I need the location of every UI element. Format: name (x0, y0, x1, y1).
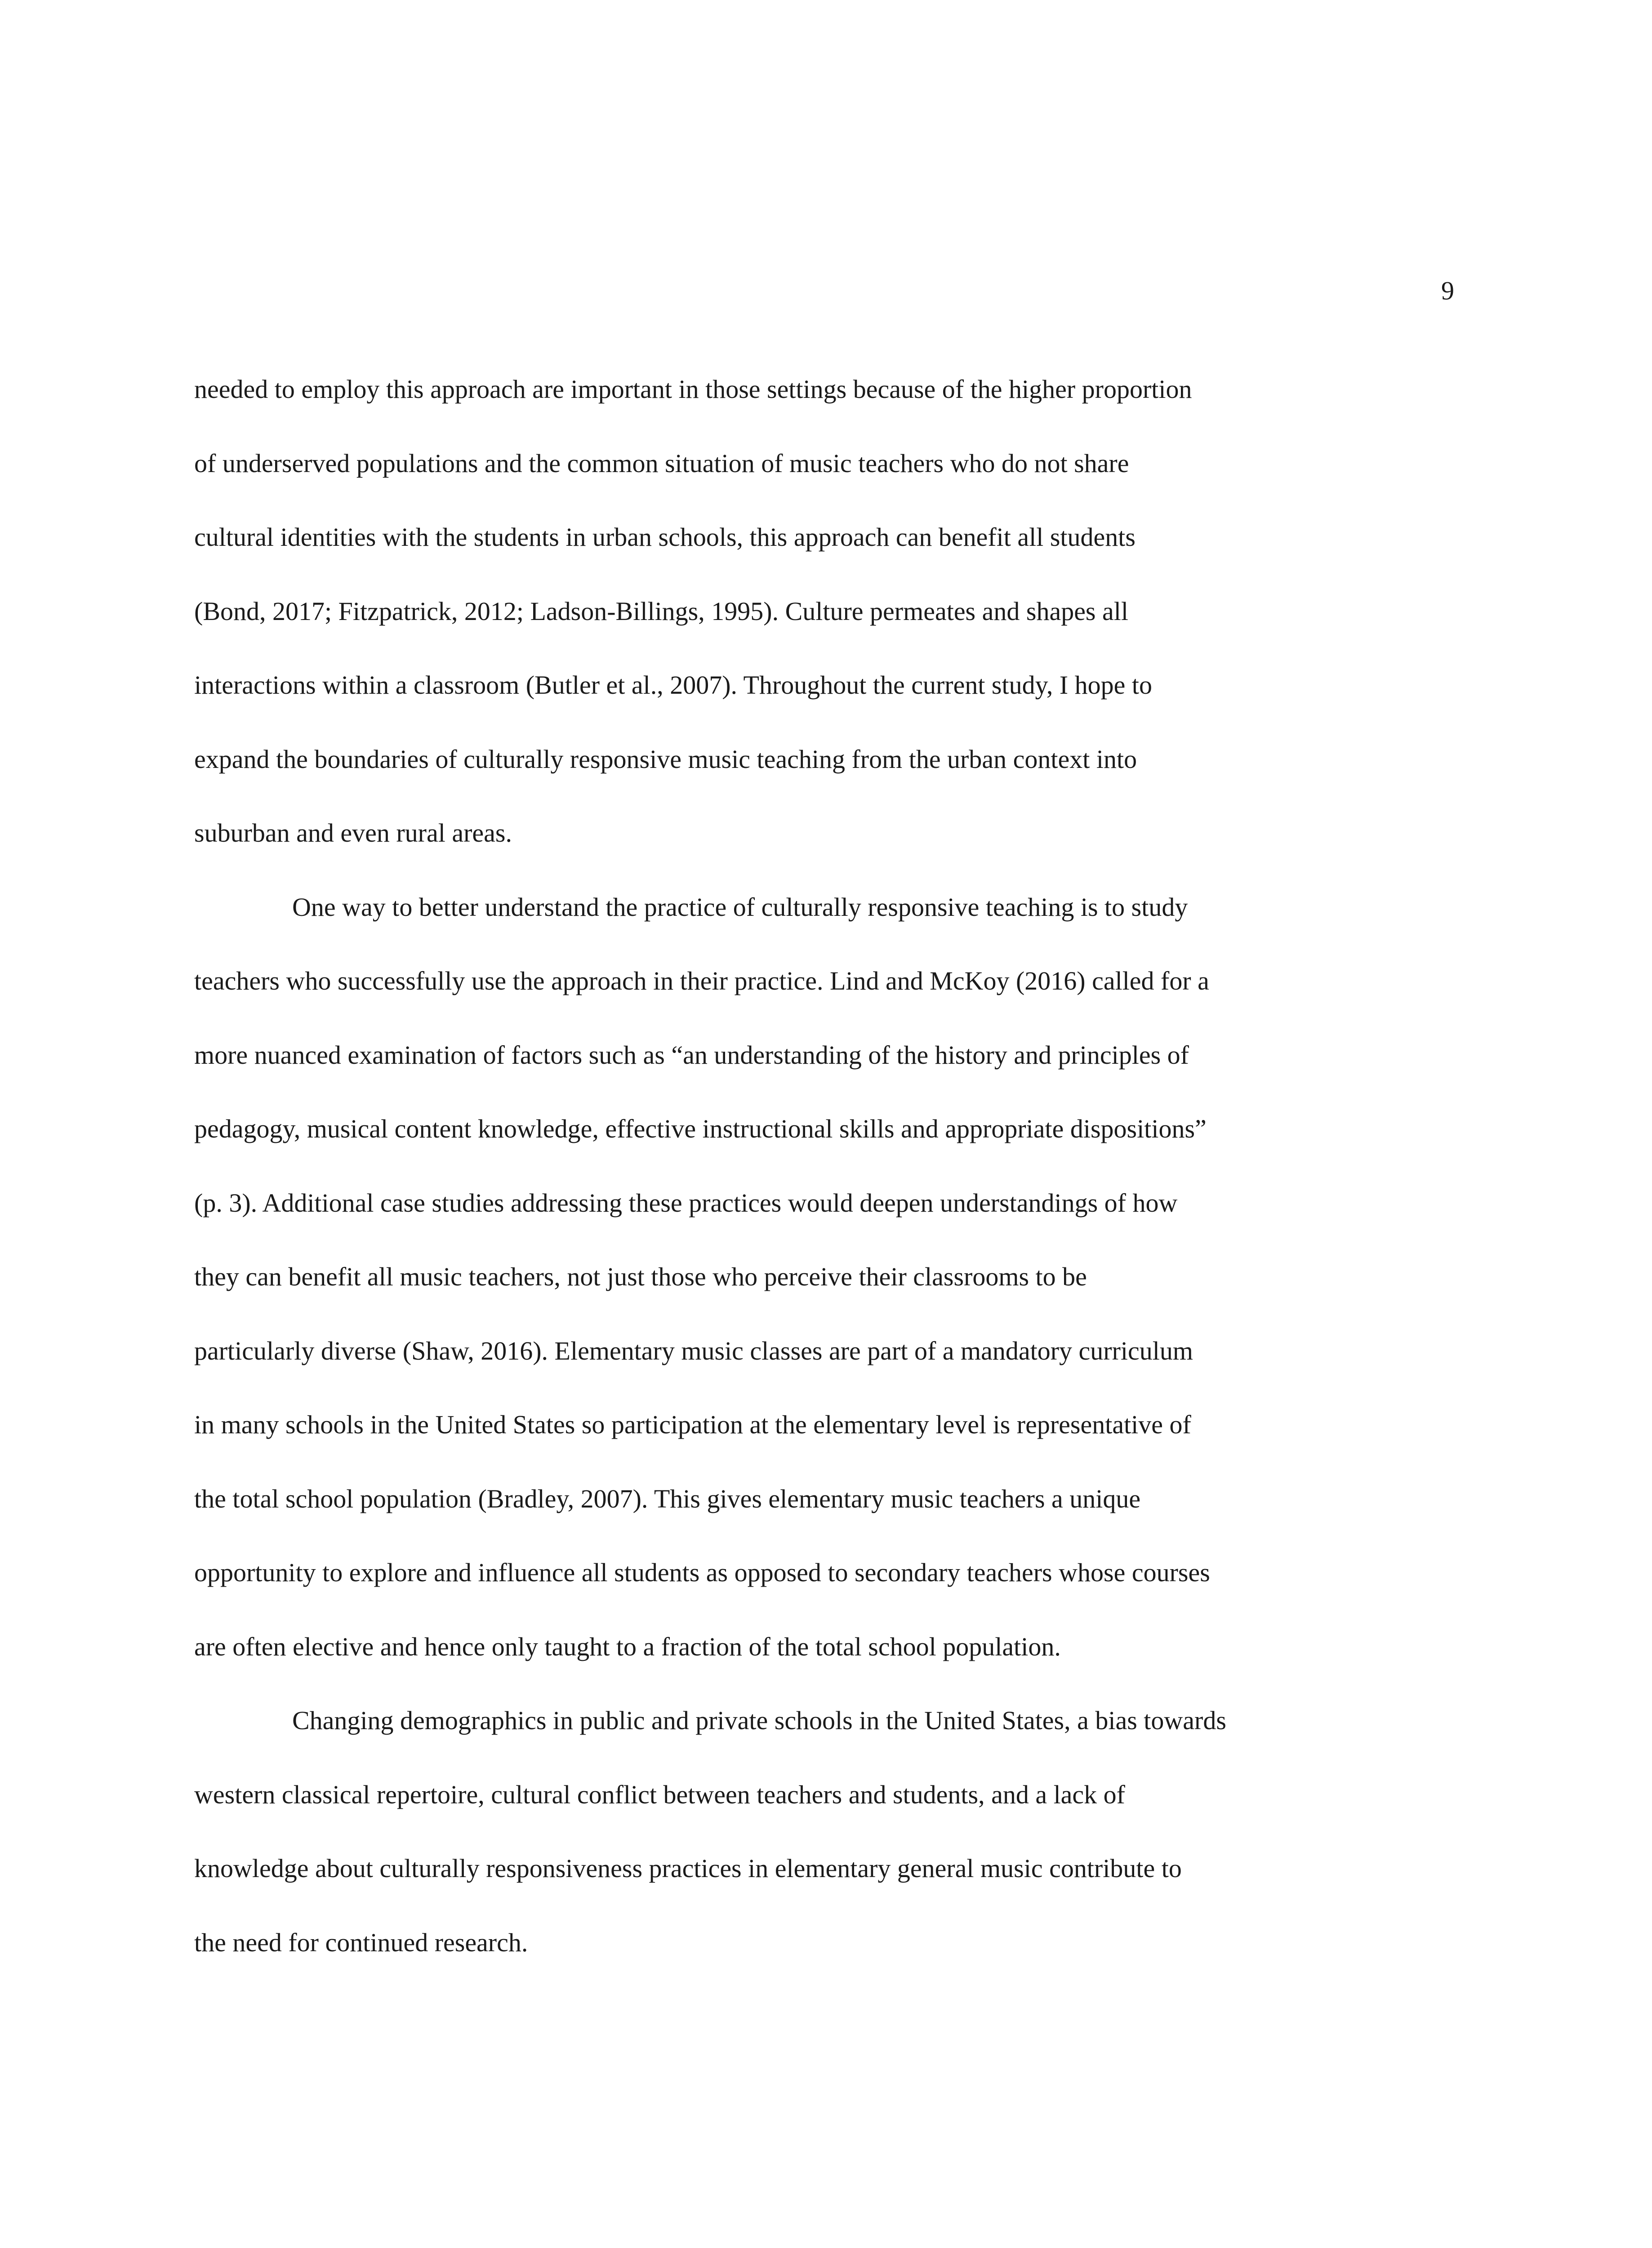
text-line: cultural identities with the students in urban schools, this approach can benefit all students (194, 522, 1135, 552)
text-line: (Bond, 2017; Fitzpatrick, 2012; Ladson-Billings, 1995). Culture permeates and shapes all (194, 596, 1128, 626)
text-line: the need for continued research. (194, 1927, 528, 1957)
text-line: more nuanced examination of factors such as “an understanding of the history and principles of (194, 1040, 1189, 1070)
text-line: western classical repertoire, cultural conflict between teachers and students, and a lack of (194, 1780, 1125, 1809)
text-line: knowledge about culturally responsiveness practices in elementary general music contribute to (194, 1854, 1182, 1883)
text-line: of underserved populations and the common situation of music teachers who do not share (194, 448, 1129, 478)
text-line: (p. 3). Additional case studies addressing these practices would deepen understandings of how (194, 1188, 1178, 1218)
text-line: pedagogy, musical content knowledge, effective instructional skills and appropriate dispositions” (194, 1114, 1207, 1143)
text-line: particularly diverse (Shaw, 2016). Elementary music classes are part of a mandatory curriculum (194, 1336, 1193, 1365)
text-line: interactions within a classroom (Butler et al., 2007). Throughout the current study, I hope to (194, 670, 1153, 700)
text-line: are often elective and hence only taught to a fraction of the total school population. (194, 1632, 1061, 1661)
text-line: teachers who successfully use the approach in their practice. Lind and McKoy (2016) called for a (194, 966, 1209, 995)
text-line: needed to employ this approach are important in those settings because of the higher proportion (194, 375, 1192, 404)
text-line: the total school population (Bradley, 2007). This gives elementary music teachers a unique (194, 1484, 1141, 1513)
text-line: they can benefit all music teachers, not just those who perceive their classrooms to be (194, 1262, 1087, 1291)
text-line: in many schools in the United States so participation at the elementary level is representative of (194, 1410, 1191, 1439)
paragraph-first-line: Changing demographics in public and private schools in the United States, a bias towards (292, 1706, 1226, 1735)
paragraph-first-line: One way to better understand the practice of culturally responsive teaching is to study (292, 892, 1188, 922)
body-text (194, 368, 1448, 1995)
text-line: expand the boundaries of culturally responsive music teaching from the urban context into (194, 744, 1137, 774)
text-line: suburban and even rural areas. (194, 818, 512, 847)
page-number: 9 (1441, 276, 1454, 305)
text-line: opportunity to explore and influence all students as opposed to secondary teachers whose courses (194, 1558, 1210, 1587)
